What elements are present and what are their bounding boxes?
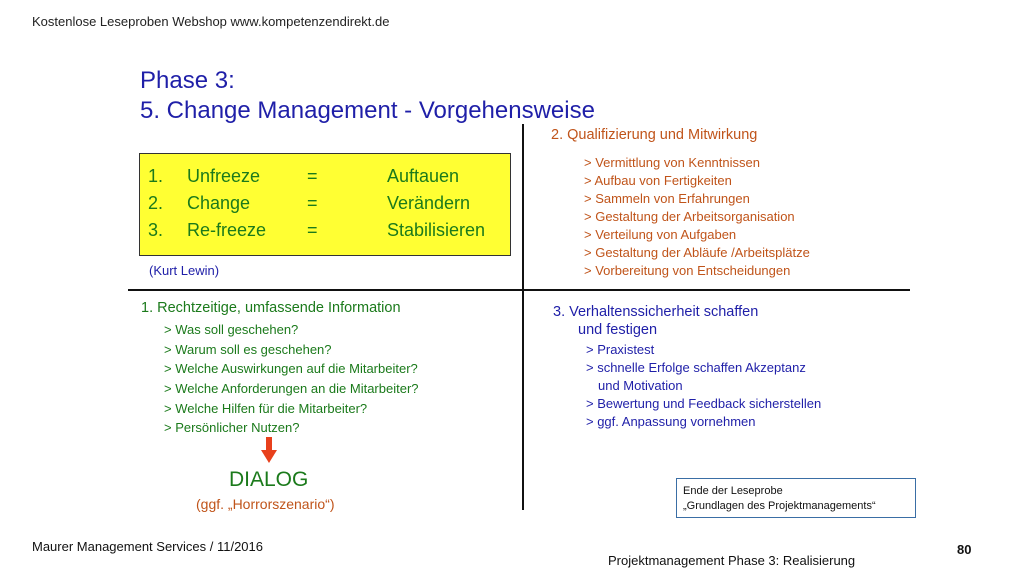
lewin-row-equals: = bbox=[307, 193, 318, 213]
down-arrow-icon bbox=[261, 437, 277, 463]
q3-item: > Praxistest bbox=[586, 342, 655, 357]
q2-item: > Gestaltung der Arbeitsorganisation bbox=[584, 209, 795, 224]
lewin-row-number: 3. bbox=[148, 220, 164, 240]
q2-item: > Vorbereitung von Entscheidungen bbox=[584, 263, 791, 278]
lewin-row-term: Re-freeze bbox=[187, 220, 267, 240]
vertical-divider bbox=[522, 124, 524, 510]
lewin-row-term: Change bbox=[187, 193, 251, 213]
end-of-preview-line-2: „Grundlagen des Projektmanagements“ bbox=[683, 500, 876, 512]
dialog-subtitle: (ggf. „Horrorszenario“) bbox=[196, 496, 335, 512]
q3-heading-line-2: und festigen bbox=[578, 322, 658, 338]
q1-item: > Welche Anforderungen an die Mitarbeiter? bbox=[164, 381, 419, 396]
lewin-row-term: Unfreeze bbox=[187, 166, 261, 186]
q2-item: > Gestaltung der Abläufe /Arbeitsplätze bbox=[584, 245, 810, 260]
q2-item: > Verteilung von Aufgaben bbox=[584, 227, 737, 242]
lewin-phase-box bbox=[139, 153, 511, 256]
lewin-row-equals: = bbox=[307, 166, 318, 186]
lewin-row-number: 1. bbox=[148, 166, 164, 186]
lewin-row-translation: Auftauen bbox=[387, 166, 460, 186]
footer-topic: Projektmanagement Phase 3: Realisierung bbox=[608, 553, 856, 568]
lewin-row-equals: = bbox=[307, 220, 318, 240]
footer-author: Maurer Management Services / 11/2016 bbox=[32, 539, 263, 554]
q1-item: > Warum soll es geschehen? bbox=[164, 342, 332, 357]
q1-heading: 1. Rechtzeitige, umfassende Information bbox=[141, 300, 401, 316]
lewin-row-translation: Stabilisieren bbox=[387, 220, 486, 240]
horizontal-divider bbox=[128, 289, 910, 291]
q2-item: > Vermittlung von Kenntnissen bbox=[584, 155, 760, 170]
end-of-preview-box bbox=[676, 478, 916, 518]
q3-item: > Bewertung und Feedback sicherstellen bbox=[586, 396, 822, 411]
end-of-preview-line-1: Ende der Leseprobe bbox=[683, 485, 783, 497]
page-title bbox=[140, 66, 595, 126]
q2-item: > Sammeln von Erfahrungen bbox=[584, 191, 750, 206]
q3-item: und Motivation bbox=[598, 378, 683, 393]
title-line-2: 5. Change Management - Vorgehensweise bbox=[140, 97, 595, 124]
page-number: 80 bbox=[957, 542, 972, 557]
q1-item: > Welche Auswirkungen auf die Mitarbeiter? bbox=[164, 361, 418, 376]
header-text: Kostenlose Leseproben Webshop www.kompetenzendirekt.de bbox=[32, 14, 390, 29]
q3-item: > ggf. Anpassung vornehmen bbox=[586, 414, 756, 429]
lewin-source: (Kurt Lewin) bbox=[149, 263, 220, 278]
q2-heading: 2. Qualifizierung und Mitwirkung bbox=[551, 127, 758, 143]
q2-item: > Aufbau von Fertigkeiten bbox=[584, 173, 732, 188]
lewin-row-translation: Verändern bbox=[387, 193, 471, 213]
q1-item: > Persönlicher Nutzen? bbox=[164, 420, 300, 435]
q1-item: > Was soll geschehen? bbox=[164, 322, 299, 337]
dialog-label: DIALOG bbox=[229, 468, 309, 491]
title-line-1: Phase 3: bbox=[140, 67, 235, 94]
q3-item: > schnelle Erfolge schaffen Akzeptanz bbox=[586, 360, 806, 375]
q1-item: > Welche Hilfen für die Mitarbeiter? bbox=[164, 401, 368, 416]
lewin-row-number: 2. bbox=[148, 193, 164, 213]
q3-heading-line-1: 3. Verhaltenssicherheit schaffen bbox=[553, 304, 759, 320]
